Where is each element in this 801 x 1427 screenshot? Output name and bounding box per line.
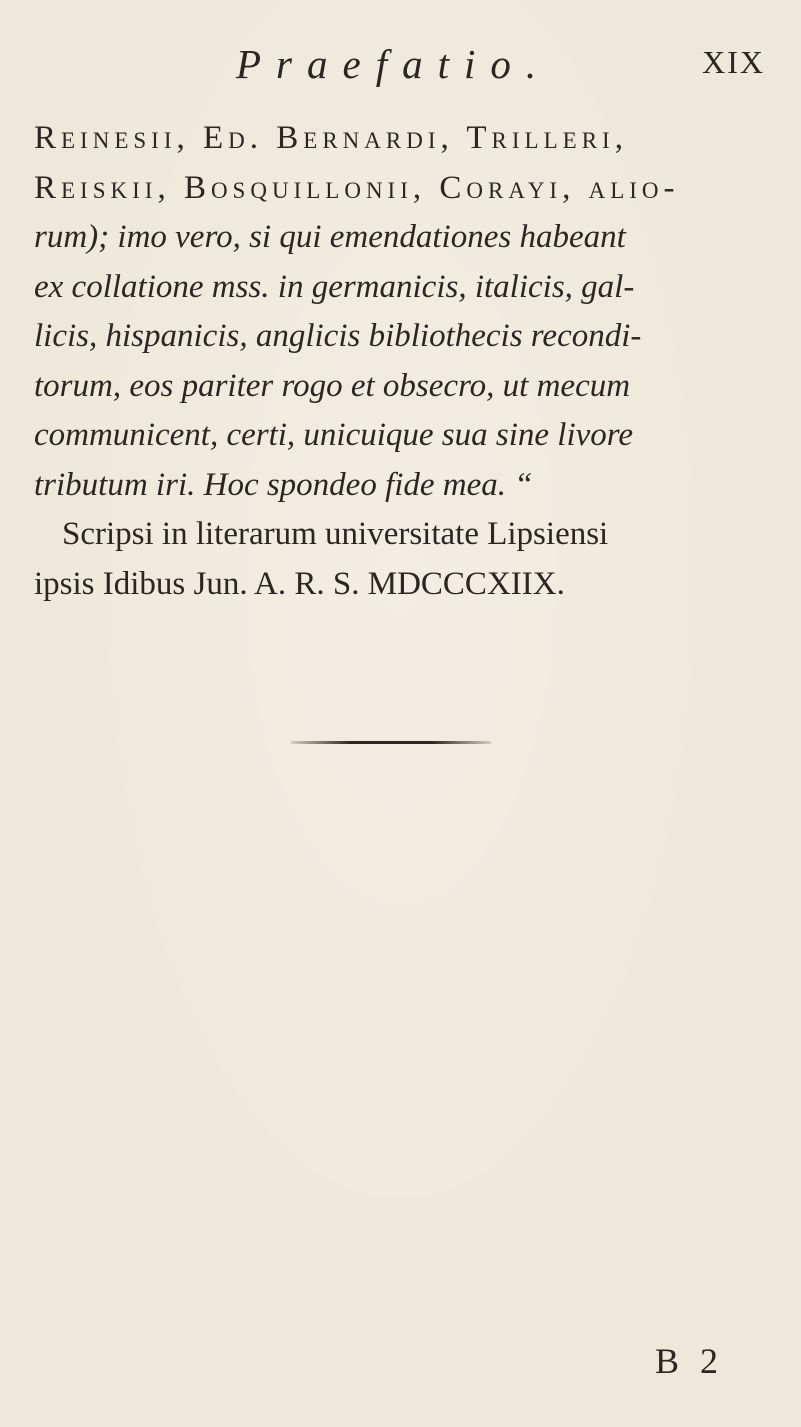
text-line: Reiskii, Bosquillonii, Corayi, alio-	[34, 169, 680, 206]
text-line: torum, eos pariter rogo et obsecro, ut mecum	[34, 367, 631, 404]
signature-mark: B 2	[655, 1341, 725, 1381]
running-head	[0, 40, 801, 90]
text-line: licis, hispanicis, anglicis bibliothecis recondi-	[34, 318, 642, 354]
preface-text	[34, 114, 774, 609]
text-line: rum); imo vero, si qui emendationes habeant	[34, 219, 626, 255]
text-line: communicent, certi, unicuique sua sine livore	[34, 417, 634, 453]
text-line: Reinesii, Ed. Bernardi, Trilleri,	[34, 120, 628, 156]
page-number: XIX	[702, 44, 765, 80]
text-line: ex collatione mss. in germanicis, italicis, gal-	[34, 268, 635, 305]
text-line: Scripsi in literarum universitate Lipsiensi	[62, 516, 609, 552]
text-line: ipsis Idibus Jun. A. R. S. MDCCCXIIX.	[34, 565, 565, 602]
running-head-title: Praefatio.	[236, 41, 552, 87]
text-line: tributum iri. Hoc spondeo fide mea. “	[34, 466, 533, 503]
section-rule	[291, 741, 491, 744]
